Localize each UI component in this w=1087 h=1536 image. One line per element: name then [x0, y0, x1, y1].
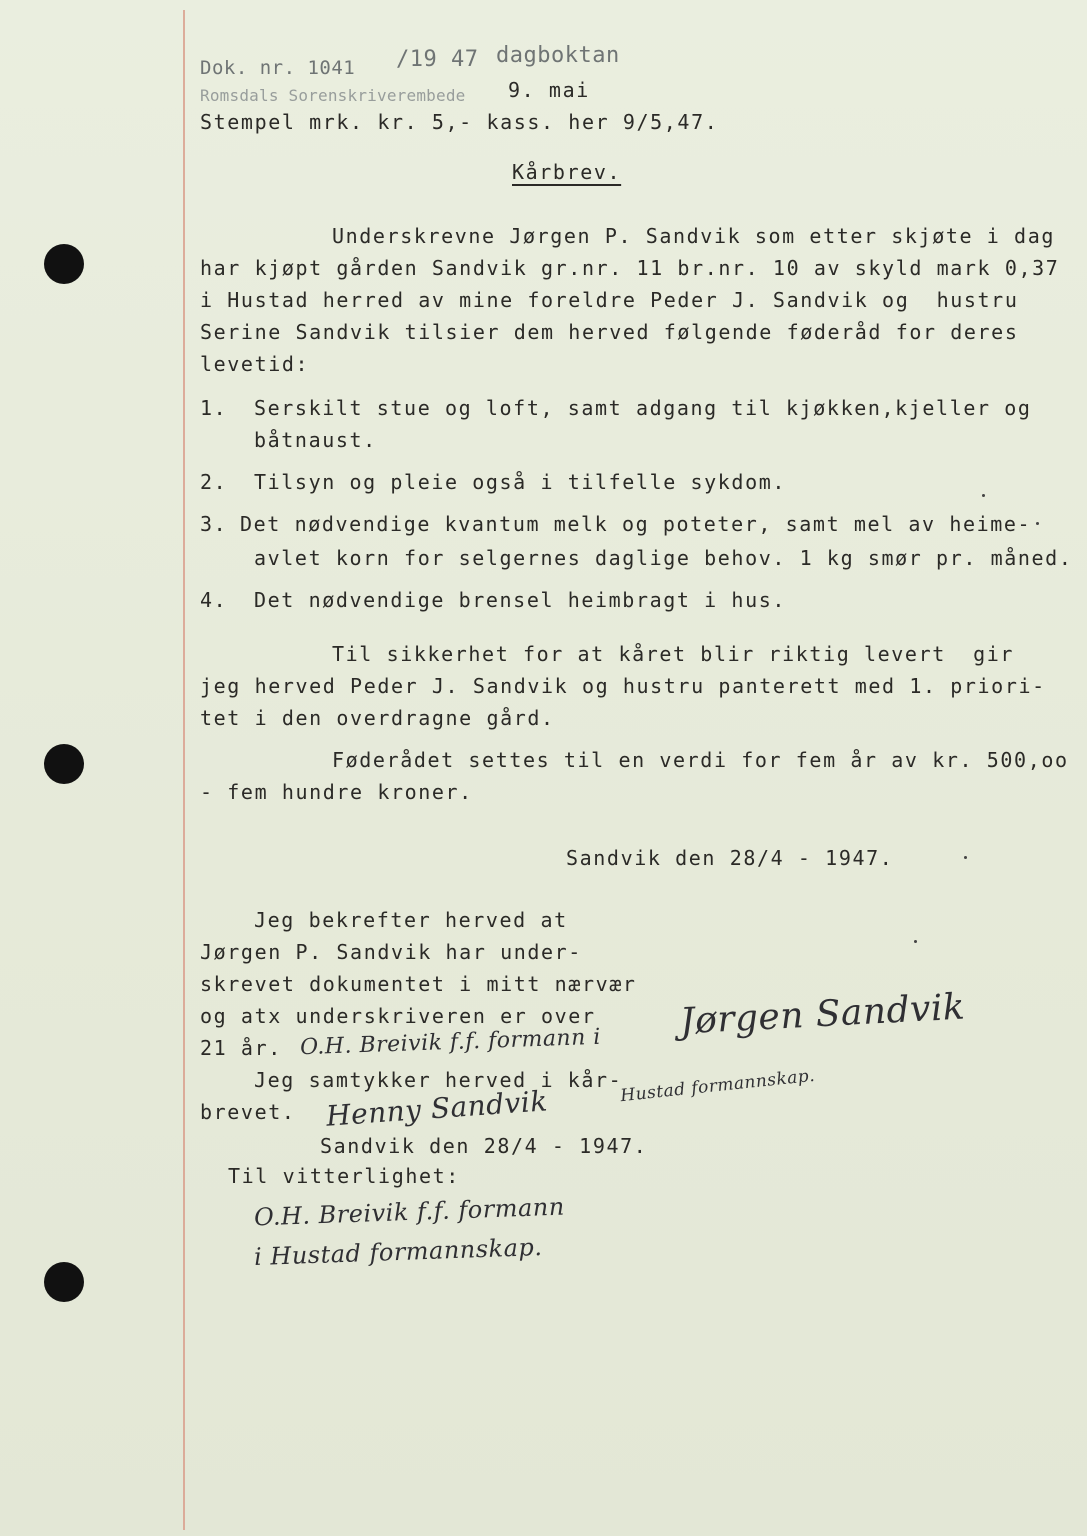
document-title: Kårbrev. — [512, 160, 622, 184]
security-line: jeg herved Peder J. Sandvik og hustru panterett med 1. priori- — [200, 674, 1046, 698]
stempel-line: Stempel mrk. kr. 5,- kass. her 9/5,47. — [200, 110, 719, 134]
ink-speck — [1036, 522, 1039, 525]
confirm-line: 21 år. — [200, 1036, 282, 1060]
value-line: Føderådet settes til en verdi for fem år av kr. 500,oo — [332, 748, 1069, 772]
stamp-date: 9. mai — [508, 78, 590, 102]
ink-speck — [914, 940, 917, 943]
intro-line: har kjøpt gården Sandvik gr.nr. 11 br.nr. 10 av skyld mark 0,37 — [200, 256, 1060, 280]
security-line: tet i den overdragne gård. — [200, 706, 555, 730]
margin-line — [183, 10, 185, 1530]
ink-speck — [982, 494, 985, 497]
list-item-number: 2. — [200, 470, 228, 494]
intro-line: levetid: — [200, 352, 310, 376]
intro-line: Serine Sandvik tilsier dem herved følgende føderåd for deres — [200, 320, 1019, 344]
stamp-office: Romsdals Sorenskriverembede — [200, 86, 466, 105]
stamp-dagbok: dagboktan — [496, 43, 620, 68]
consent-line: Jeg samtykker herved i kår- — [254, 1068, 623, 1092]
place-date: Sandvik den 28/4 - 1947. — [566, 846, 894, 870]
punch-hole — [44, 244, 84, 284]
list-item-text: Serskilt stue og loft, samt adgang til kjøkken,kjeller og — [254, 396, 1032, 420]
witness-label: Til vitterlighet: — [228, 1164, 460, 1188]
signature-official-title: Hustad formannskap. — [619, 1065, 817, 1107]
ink-speck — [964, 856, 967, 859]
confirm-line: skrevet dokumentet i mitt nærvær — [200, 972, 637, 996]
list-item-number: 3. — [200, 512, 228, 536]
confirm-line: Jørgen P. Sandvik har under- — [200, 940, 582, 964]
consent-line: brevet. — [200, 1100, 296, 1124]
stamp-year: /19 47 — [396, 47, 479, 72]
list-item-number: 4. — [200, 588, 228, 612]
signature-witness-title: i Hustad formannskap. — [253, 1232, 543, 1272]
punch-hole — [44, 1262, 84, 1302]
signature-witness: O.H. Breivik f.f. formann — [253, 1192, 566, 1232]
list-item-text: båtnaust. — [254, 428, 377, 452]
list-item-number: 1. — [200, 396, 228, 420]
intro-line: Underskrevne Jørgen P. Sandvik som etter skjøte i dag — [332, 224, 1055, 248]
punch-hole — [44, 744, 84, 784]
signature-official: O.H. Breivik f.f. formann i — [299, 1024, 602, 1061]
list-item-text: Tilsyn og pleie også i tilfelle sykdom. — [254, 470, 786, 494]
confirm-line: Jeg bekrefter herved at — [254, 908, 568, 932]
stamp-dok-nr: Dok. nr. 1041 — [200, 57, 356, 79]
list-item-text: Det nødvendige kvantum melk og poteter, samt mel av heime- — [240, 512, 1032, 536]
list-item-text: Det nødvendige brensel heimbragt i hus. — [254, 588, 786, 612]
signature-seller: Jørgen Sandvik — [679, 986, 967, 1043]
signature-wife: Henny Sandvik — [325, 1084, 549, 1133]
security-line: Til sikkerhet for at kåret blir riktig levert gir — [332, 642, 1015, 666]
intro-line: i Hustad herred av mine foreldre Peder J. Sandvik og hustru — [200, 288, 1019, 312]
place-date-2: Sandvik den 28/4 - 1947. — [320, 1134, 648, 1158]
value-line: - fem hundre kroner. — [200, 780, 473, 804]
list-item-text: avlet korn for selgernes daglige behov. 1 kg smør pr. måned. — [254, 546, 1073, 570]
confirm-line: og atx underskriveren er over — [200, 1004, 596, 1028]
